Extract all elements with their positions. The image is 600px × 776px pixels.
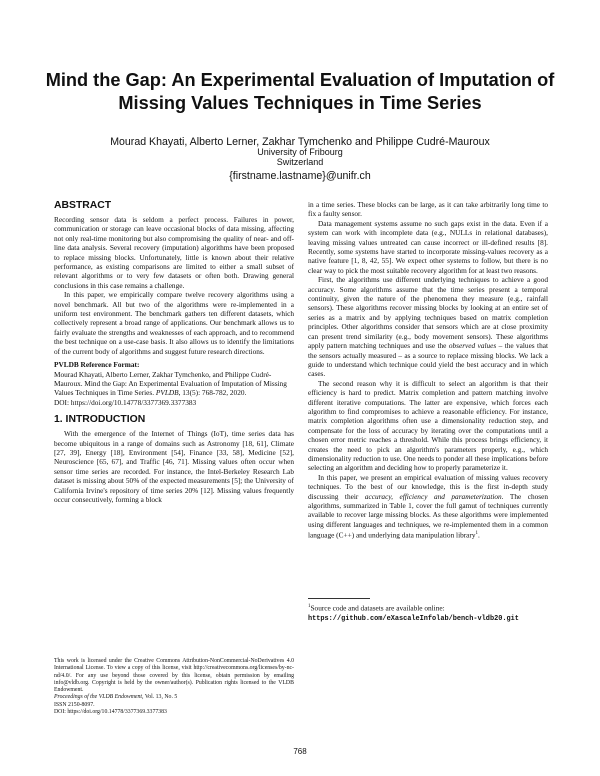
footnote-number: 1 bbox=[308, 604, 311, 609]
reference-doi[interactable]: DOI: https://doi.org/10.14778/3377369.3377383 bbox=[54, 397, 197, 407]
emphasis-contributions: accuracy, efficiency and parameterization bbox=[364, 491, 502, 501]
page-number: 768 bbox=[293, 747, 307, 756]
license-text: This work is licensed under the Creative Commons Attribution-NonCommercial-NoDerivatives 4.0 International License. To view a copy of this license, visit http://creativecommons.org/licenses/by-nc-nd/4.0/. For any use beyond those covered by this license, obtain permission by emailing info@vldb.org. Copyright is held by the owner/author(s). Publication rights licensed to the VLDB Endowment. bbox=[54, 658, 294, 694]
proceedings-volume: Vol. 13, No. 5 bbox=[143, 694, 178, 701]
abstract-paragraph: Recording sensor data is seldom a perfect process. Failures in power, communication or storage can leave occasional blocks of data missing, affecting not only real-time monitoring but also compromising the quality of near- and off-line data analysis. Several recovery (imputation) algorithms have been proposed to replace missing blocks. Unfortunately, little is known about their relative performance, as existing comparisons are limited to either a small subset of relevant algorithms or to very few datasets or often both. Drawing general conclusions in this case remains a challenge. bbox=[54, 215, 294, 290]
license-doi[interactable]: DOI: https://doi.org/10.14778/3377369.3377383 bbox=[54, 709, 167, 716]
abstract-heading: ABSTRACT bbox=[54, 200, 112, 211]
introduction-heading: 1. INTRODUCTION bbox=[54, 414, 146, 426]
footnote-marker[interactable]: 1 bbox=[475, 531, 478, 537]
body-paragraph: Data management systems assume no such gaps exist in the data. Even if a system can work with incomplete data (e.g., NULLs in relational databases), leaving missing values untreated can cause incorrect or ill-defined results [8]. Recently, some systems have started to incorporate missing-values recovery as a native feature [1, 8, 42, 55]. We expect other systems to follow, but there is no clear way to pick the most suitable recovery algorithm for at least two reasons. bbox=[308, 218, 548, 275]
emphasis-observed-values: observed values bbox=[448, 341, 497, 351]
body-paragraph: in a time series. These blocks can be large, as it can take arbitrarily long time to fix a faulty sensor. bbox=[308, 200, 548, 219]
proceedings-name: Proceedings of the VLDB Endowment, bbox=[54, 694, 144, 701]
footnote bbox=[308, 602, 548, 624]
affiliation-country: Switzerland bbox=[276, 157, 324, 167]
reference-format-heading: PVLDB Reference Format: bbox=[54, 360, 140, 370]
body-paragraph: First, the algorithms use different underlying techniques to achieve a good accuracy. Some algorithms assume that the time series present a temporal continuity, given the nature of the phenomena they measure (e.g., rainfall sensors). These algorithms recover missing blocks by looking at an entire set of series as a matrix and by applying techniques based on matrix completion principles. Other algorithms consider that sensors which are at close proximity can present trend similarity (e.g., body movement sensors). These algorithms apply pattern matching techniques and use the observed values – the values that the sensors actually measured – as a source to replace missing blocks. We lack a guide to understand which technique could yield the best accuracy and in which cases. bbox=[308, 275, 548, 379]
issn: ISSN 2150-8097. bbox=[54, 701, 95, 708]
reference-journal: PVLDB bbox=[155, 388, 179, 398]
author-email: {firstname.lastname}@unifr.ch bbox=[229, 170, 371, 182]
introduction-paragraph: With the emergence of the Internet of Things (IoT), time series data has become ubiquitous in a range of domains such as Astronomy [18, 61], Climate [27, 39], Energy [18], Environment [54], Finance [33, 58], Medicine [52], Neuroscience [65, 67], and Traffic [46, 71]. Missing values often occur when sensor time series are recorded. For instance, the Intel-Berkeley Research Lab dataset is missing about 50% of the expected measurements [5]; the University of California Irvine's repository of time series 20% [12]. Missing values frequently occur consecutively, forming a block bbox=[54, 429, 294, 504]
abstract-paragraph: In this paper, we empirically compare twelve recovery algorithms using a novel benchmark. All but two of the algorithms were re-implemented in a uniform test environment. The benchmark gathers ten different datasets, which collectively represent a broad range of applications. Our benchmark allows us to fairly evaluate the strengths and weaknesses of each approach, and to recommend the best technique on a use-case basis. It also allows us to identify the limitations of the current body of algorithms and suggest future research directions. bbox=[54, 290, 294, 356]
footnote-url[interactable]: https://github.com/eXascaleInfolab/bench-vldb20.git bbox=[308, 614, 519, 623]
body-paragraph: In this paper, we present an empirical evaluation of missing values recovery techniques. To the best of our knowledge, this is the first in-depth study discussing their accuracy, efficiency and parameterization. The chosen algorithms, summarized in Table 1, cover the full gamut of techniques currently available to recover large missing blocks. As these algorithms were implemented using different languages and techniques, we re-implemented them in a common language (C++) and underlying data manipulation library$^1$. bbox=[308, 472, 548, 540]
reference-citation: Mourad Khayati, Alberto Lerner, Zakhar Tymchenko, and Philippe Cudré-Mauroux. Mind the Gap: An Experimental Evaluation of Imputation of Missing Values Techniques in Time Series. bbox=[54, 369, 287, 398]
left-column bbox=[54, 200, 294, 504]
footnote-divider bbox=[308, 598, 370, 599]
author-list: Mourad Khayati, Alberto Lerner, Zakhar Tymchenko and Philippe Cudré-Mauroux bbox=[110, 136, 490, 148]
reference-format bbox=[54, 370, 294, 408]
reference-volume: , 13(5): 768-782, 2020. bbox=[178, 388, 247, 398]
affiliation-university: University of Fribourg bbox=[257, 147, 343, 157]
right-column bbox=[308, 200, 548, 540]
footnote-text: Source code and datasets are available online: bbox=[310, 603, 445, 613]
license-notice bbox=[54, 658, 294, 716]
body-paragraph: The second reason why it is difficult to select an algorithm is that their efficiency is hard to predict. Matrix completion and pattern matching involve different iterative computations. The latter are expensive, which forces each algorithm to find compromises to achieve a reasonable efficiency. For instance, matrix completion algorithms often use a dimensionality reduction step, and compensate for the loss of accuracy by iterating over the computations until a chosen error metric reaches a threshold. While this process brings efficiency, it creates the need to pick an algorithm's parameters properly, e.g., which dimensionality reduction to use. One needs to ponder all these implications before selecting an algorithm and deciding how to properly parameterize it. bbox=[308, 378, 548, 473]
paper-title: Mind the Gap: An Experimental Evaluation of Imputation of Missing Values Techniques in Time Series bbox=[45, 70, 555, 113]
